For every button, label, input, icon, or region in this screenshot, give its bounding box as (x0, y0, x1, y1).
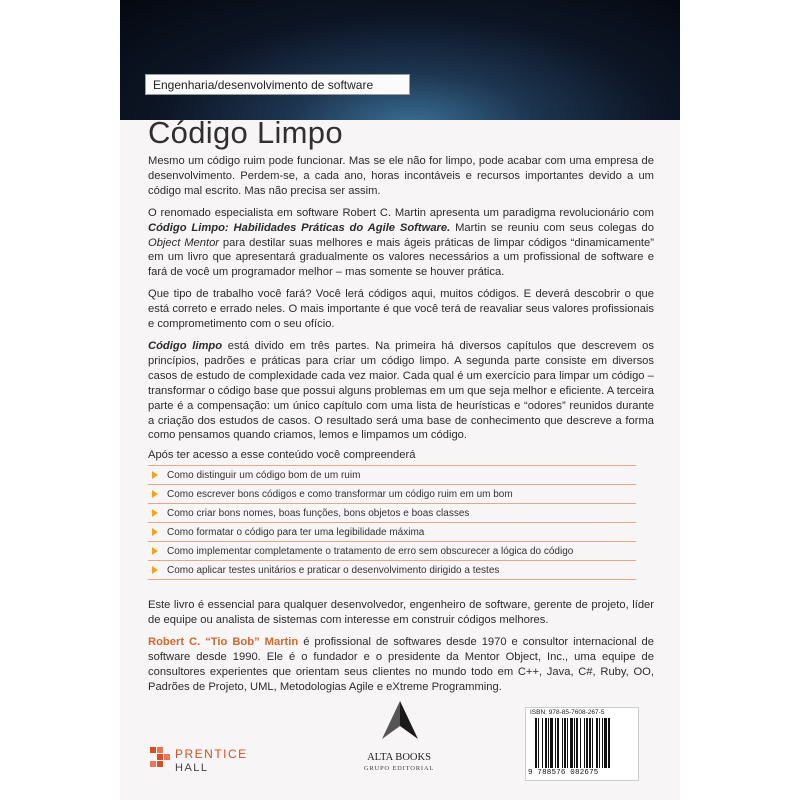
closing-block (148, 598, 654, 701)
learn-list (148, 465, 636, 580)
intro-paragraph: Mesmo um código ruim pode funcionar. Mas se ele não for limpo, pode acabar com uma empresa de desenvolvimento. Perdem-se, a cada ano, horas incontáveis e recursos importantes devido a um código mal escrito. Mas não precisa ser assim. (148, 155, 654, 197)
barcode-image (534, 718, 630, 768)
bullet-arrow-icon (152, 566, 158, 574)
isbn-barcode-box (525, 707, 639, 781)
barcode-number: 9 788576 082675 (528, 769, 599, 777)
bullet-arrow-icon (152, 490, 158, 498)
list-item: Como aplicar testes unitários e praticar o desenvolvimento dirigido a testes (148, 561, 636, 580)
company-name: Object Mentor (148, 236, 220, 249)
alta-books-subtitle: GRUPO EDITORIAL (363, 765, 435, 772)
paradigm-paragraph: O renomado especialista em software Robert C. Martin apresenta um paradigma revolucionário com Código Limpo: Habilidades Práticas do Agile Software. Martin se reuniu com seus colegas do Object Mentor para destilar suas melhores e mais ágeis práticas de limpar códigos “dinamicamente” em um livro que apresentará gradualmente os valores necessários a um profissional de software e fará de você um programador melhor – mas somente se houver prática. (148, 206, 654, 279)
learn-heading: Após ter acesso a esse conteúdo você compreenderá (148, 449, 416, 461)
publisher-name-line2: HALL (175, 762, 209, 774)
alta-books-name: ALTA BOOKS (367, 752, 431, 763)
publisher-name-line1: PRENTICE (175, 747, 248, 761)
closing-paragraph: Este livro é essencial para qualquer desenvolvedor, engenheiro de software, gerente de projeto, líder de equipe ou analista de sistemas com interesse em construir códigos melhores. (148, 599, 654, 626)
bullet-arrow-icon (152, 528, 158, 536)
book-full-title: Código Limpo: Habilidades Práticas do Agile Software. (148, 221, 451, 234)
alta-books-logo-icon (378, 699, 422, 741)
header-band (120, 0, 680, 120)
prentice-hall-logo-icon (150, 746, 170, 768)
author-name: Robert C. “Tio Bob” Martin (148, 635, 299, 648)
list-item: Como criar bons nomes, boas funções, bons objetos e boas classes (148, 504, 636, 523)
author-bio: Robert C. “Tio Bob” Martin é profissional de softwares desde 1970 e consultor internacional de software desde 1990. Ele é o fundador e o presidente da Mentor Object, Inc., uma equipe de consultores experientes que orientam seus clientes no mundo todo em C++, Java, C#, Ruby, OO, Padrões de Projeto, UML, Metodologias Agile e eXtreme Programming. (148, 635, 654, 693)
book-title: Código Limpo (148, 115, 343, 150)
structure-paragraph: Código limpo está divido em três partes. Na primeira há diversos capítulos que descrevem os princípios, padrões e práticas para criar um código limpo. A segunda parte consiste em diversos casos de estudo de complexidade cada vez maior. Cada qual é um exercício para limpar um código – transformar o código base que possui alguns problemas em um que seja melhor e eficiente. A terceira parte é a compensação: um único capítulo com uma lista de heurísticas e “odores” reunidos durante a criação dos estudos de casos. O resultado será uma base de conhecimento que descreve a forma como pensamos quando criamos, lemos e limpamos um código. (148, 339, 654, 442)
list-item: Como implementar completamente o tratamento de erro sem obscurecer a lógica do código (148, 542, 636, 561)
list-item: Como escrever bons códigos e como transformar um código ruim em um bom (148, 485, 636, 504)
bullet-arrow-icon (152, 547, 158, 555)
book-back-cover (120, 0, 680, 800)
work-paragraph: Que tipo de trabalho você fará? Você lerá códigos aqui, muitos códigos. E deverá descobrir o que está correto e errado neles. O mais importante é que você terá de reavaliar seus valores profissionais e comprometimento com o seu ofício. (148, 288, 654, 331)
list-item: Como formatar o código para ter uma legibilidade máxima (148, 523, 636, 542)
book-title-inline: Código limpo (148, 339, 223, 352)
description-block (148, 154, 654, 450)
list-item: Como distinguir um código bom de um ruim (148, 466, 636, 485)
isbn-text: ISBN: 978-85-7608-267-5 (530, 709, 605, 716)
category-label: Engenharia/desenvolvimento de software (145, 74, 410, 95)
bullet-arrow-icon (152, 509, 158, 517)
bullet-arrow-icon (152, 471, 158, 479)
